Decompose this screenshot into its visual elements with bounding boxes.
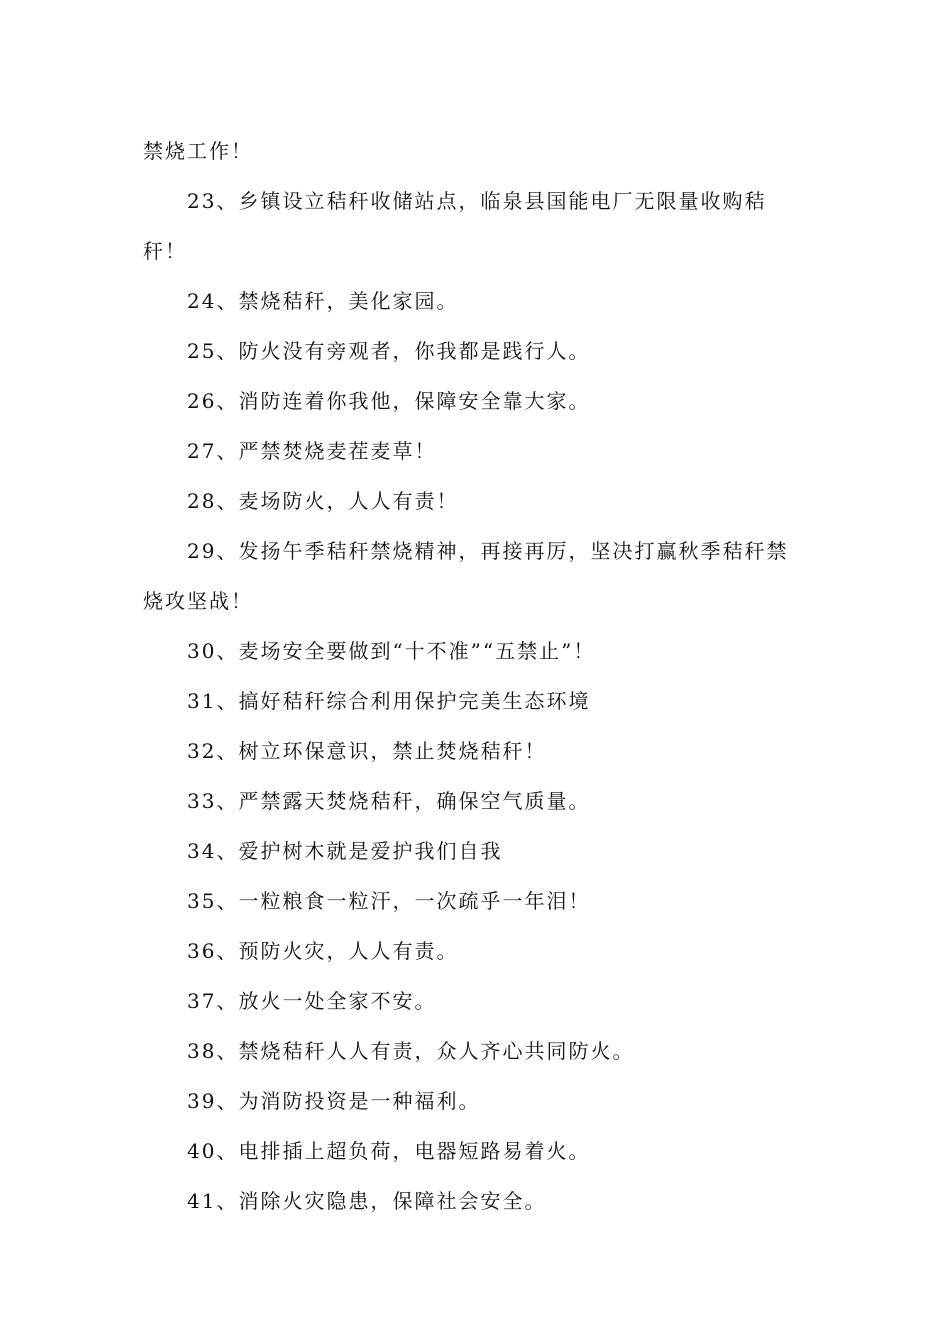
text-line: 38、禁烧秸秆人人有责，众人齐心共同防火。: [187, 1039, 635, 1063]
text-line: 35、一粒粮食一粒汗，一次疏乎一年泪！: [187, 889, 591, 913]
text-line: 29、发扬午季秸秆禁烧精神，再接再厉，坚决打赢秋季秸秆禁: [187, 539, 789, 563]
text-line: 27、严禁焚烧麦茬麦草！: [187, 439, 437, 463]
text-line: 25、防火没有旁观者，你我都是践行人。: [187, 339, 591, 363]
text-line: 33、严禁露天焚烧秸秆，确保空气质量。: [187, 789, 591, 813]
document-body: [143, 126, 809, 1226]
text-line: 烧攻坚战！: [143, 589, 253, 613]
text-line: 37、放火一处全家不安。: [187, 989, 437, 1013]
text-line: 禁烧工作！: [143, 139, 253, 163]
text-line: 26、消防连着你我他，保障安全靠大家。: [187, 389, 591, 413]
text-line: 23、乡镇设立秸秆收储站点，临泉县国能电厂无限量收购秸: [187, 189, 767, 213]
text-line: 24、禁烧秸秆，美化家园。: [187, 289, 459, 313]
text-line: 秆！: [143, 239, 187, 263]
text-line: 30、麦场安全要做到“十不准”“五禁止”！: [187, 639, 596, 663]
text-line: 28、麦场防火，人人有责！: [187, 489, 459, 513]
text-line: 41、消除火灾隐患，保障社会安全。: [187, 1189, 547, 1213]
text-line: 36、预防火灾，人人有责。: [187, 939, 459, 963]
text-line: 40、电排插上超负荷，电器短路易着火。: [187, 1139, 591, 1163]
text-line: 39、为消防投资是一种福利。: [187, 1089, 481, 1113]
text-line: 32、树立环保意识，禁止焚烧秸秆！: [187, 739, 547, 763]
text-line: 34、爱护树木就是爱护我们自我: [187, 839, 503, 863]
text-line: 31、搞好秸秆综合利用保护完美生态环境: [187, 689, 591, 713]
